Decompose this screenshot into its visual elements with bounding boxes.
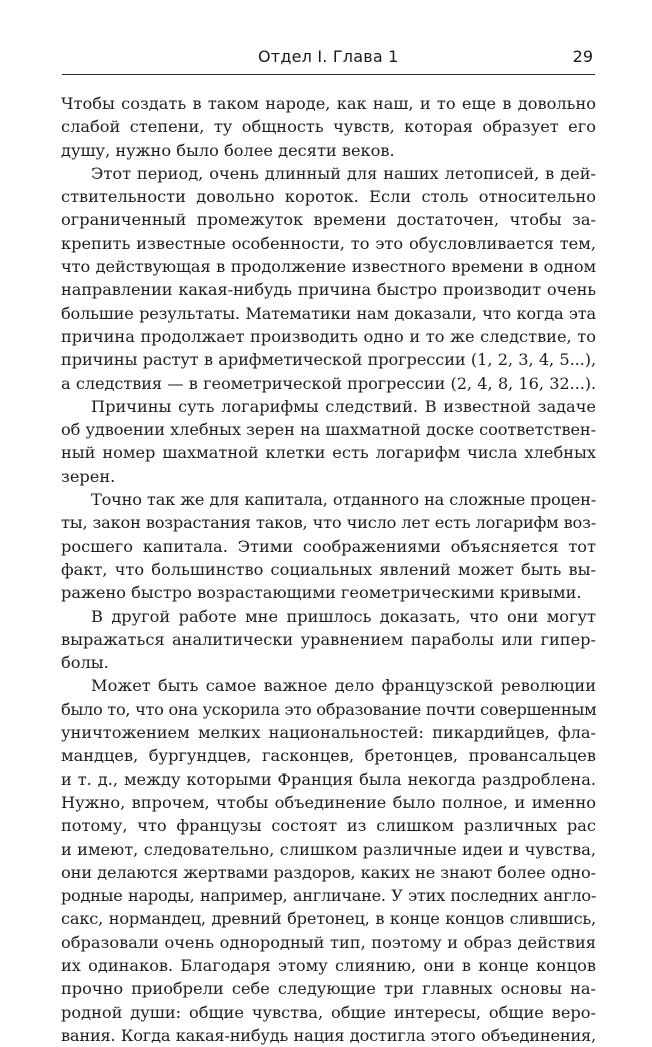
text-line: и имеют, следовательно, слишком различные идеи и чувства, (61, 839, 596, 859)
text-line: выражаться аналитически уравнением параболы или гипер- (61, 629, 596, 649)
text-line: Причины суть логарифмы следствий. В известной задаче (91, 396, 596, 416)
text-line: образовали очень однородный тип, поэтому и образ действия (61, 932, 596, 952)
text-line: причина продолжает производить одно и то же следствие, то (61, 326, 596, 346)
text-line: направлении какая-нибудь причина быстро производит очень (61, 280, 596, 300)
text-line: Точно так же для капитала, отданного на сложные процен- (91, 490, 596, 510)
text-line: что действующая в продолжение известного времени в одном (61, 257, 596, 277)
text-line: ражено быстро возрастающими геометрическими кривыми. (61, 583, 582, 603)
text-line: Этот период, очень длинный для наших летописей, в дей- (91, 163, 596, 183)
page-number: 29 (572, 47, 593, 66)
text-line: ствительности довольно короток. Если столь относительно (61, 187, 596, 207)
text-line: причины растут в арифметической прогрессии (1, 2, 3, 4, 5...), (61, 350, 596, 370)
text-line: Нужно, впрочем, чтобы объединение было полное, и именно (61, 792, 596, 812)
text-line: и т. д., между которыми Франция была некогда раздроблена. (61, 769, 596, 789)
text-line: В другой работе мне пришлось доказать, что они могут (91, 606, 596, 626)
text-line: ный номер шахматной клетки есть логарифм числа хлебных (61, 443, 596, 463)
text-line: их одинаков. Благодаря этому слиянию, они в конце концов (61, 955, 596, 975)
text-line: болы. (61, 653, 109, 673)
body-text (61, 92, 596, 1047)
text-line: а следствия — в геометрической прогрессии (2, 4, 8, 16, 32...). (61, 373, 596, 393)
text-line: сакс, нормандец, древний бретонец, в конце концов слившись, (61, 909, 596, 929)
text-line: Чтобы создать в таком народе, как наш, и то еще в довольно (61, 94, 596, 113)
text-line: об удвоении хлебных зерен на шахматной доске соответствен- (61, 420, 596, 440)
text-line: ты, закон возрастания таков, что число лет есть логарифм воз- (61, 513, 596, 533)
text-line: Может быть самое важное дело французской революции (91, 676, 596, 696)
text-line: прочно приобрели себе следующие три главных основы на- (61, 979, 596, 999)
running-title: Отдел I. Глава 1 (258, 47, 399, 66)
text-line: ограниченный промежуток времени достаточен, чтобы за- (61, 210, 596, 230)
text-line: уничтожением мелких национальностей: пикардийцев, фла- (61, 723, 596, 743)
text-line: мандцев, бургундцев, гасконцев, бретонцев, провансальцев (61, 746, 596, 766)
text-line: родные народы, например, англичане. У этих последних англо- (61, 886, 596, 906)
text-line: родной души: общие чувства, общие интересы, общие веро- (61, 1002, 596, 1022)
text-line: вания. Когда какая-нибудь нация достигла этого объединения, (61, 1025, 596, 1045)
running-header (62, 44, 595, 75)
text-line: росшего капитала. Этими соображениями объясняется тот (61, 536, 596, 556)
text-line: потому, что французы состоят из слишком различных рас (61, 816, 596, 836)
text-line: было то, что она ускорила это образование почти совершенным (61, 699, 597, 719)
text-line: слабой степени, ту общность чувств, которая образует его (61, 117, 596, 137)
text-line: большие результаты. Математики нам доказали, что когда эта (61, 303, 596, 323)
text-line: факт, что большинство социальных явлений может быть вы- (61, 559, 596, 579)
text-line: они делаются жертвами раздоров, каких не знают более одно- (61, 862, 596, 882)
text-line: зерен. (61, 466, 116, 486)
text-line: крепить известные особенности, то это обусловливается тем, (61, 233, 596, 253)
text-line: душу, нужно было более десяти веков. (61, 140, 395, 160)
